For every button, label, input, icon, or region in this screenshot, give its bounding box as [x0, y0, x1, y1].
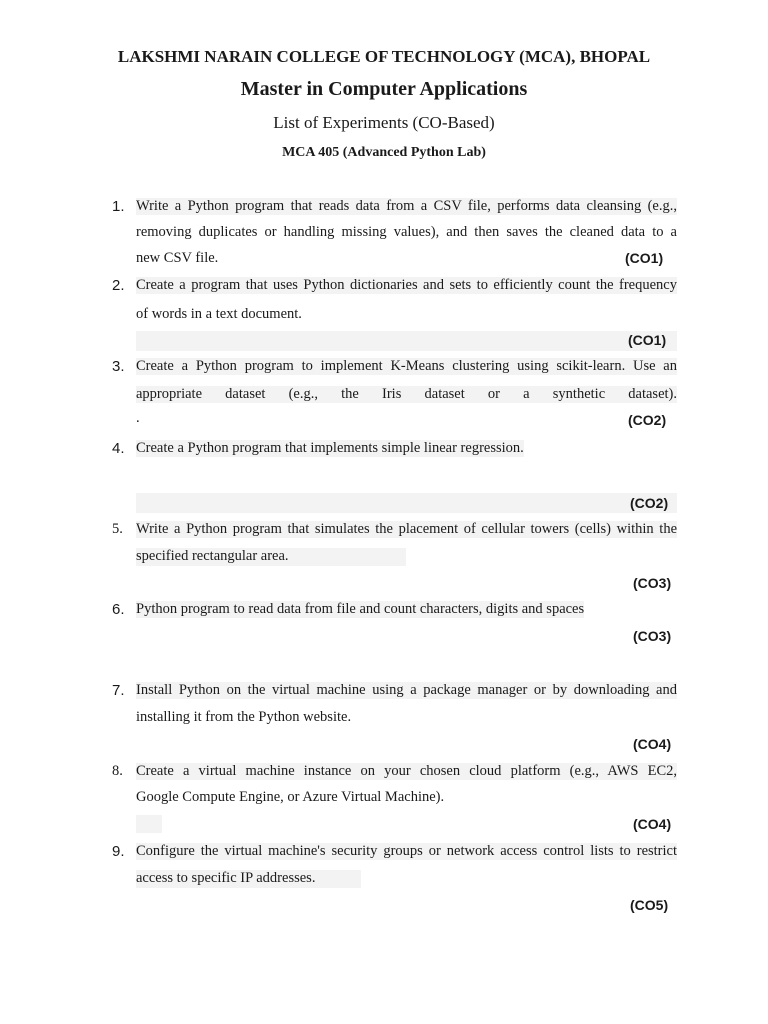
experiment-text-line: access to specific IP addresses.: [136, 870, 316, 886]
experiment-number: 8.: [112, 763, 123, 779]
experiment-text-line: Python program to read data from file and count characters, digits and spaces: [136, 601, 585, 617]
experiment-text-line: new CSV file.: [136, 250, 219, 266]
experiment-text-line: Write a Python program that reads data from a CSV file, performs data cleansing (e.g.,: [136, 198, 677, 214]
co-label: (CO5): [630, 897, 669, 913]
experiment-number: 5.: [112, 521, 123, 537]
experiment-text-line: appropriate dataset (e.g., the Iris dataset or a synthetic dataset).: [136, 386, 677, 402]
experiment-text-line: Create a Python program to implement K-Means clustering using scikit-learn. Use an: [136, 358, 677, 374]
experiment-text-line: Google Compute Engine, or Azure Virtual Machine).: [136, 789, 445, 805]
experiment-text-line: Configure the virtual machine's security groups or network access control lists to restrict: [136, 843, 677, 859]
highlight-band: [136, 331, 677, 351]
experiment-text-line: specified rectangular area.: [136, 548, 289, 564]
experiment-text-line: Install Python on the virtual machine using a package manager or by downloading and: [136, 682, 677, 698]
co-label: (CO3): [633, 575, 672, 591]
co-label: (CO1): [625, 250, 664, 266]
co-label: (CO2): [628, 412, 667, 428]
experiment-number: 6.: [112, 601, 125, 618]
experiment-number: 9.: [112, 843, 125, 860]
experiment-text-line: Write a Python program that simulates the placement of cellular towers (cells) within the: [136, 521, 677, 537]
experiment-text-line: of words in a text document.: [136, 306, 302, 322]
co-label: (CO4): [633, 736, 672, 752]
program-title: Master in Computer Applications: [240, 78, 528, 100]
experiment-text-line: .: [136, 410, 140, 426]
list-title: List of Experiments (CO-Based): [273, 113, 495, 132]
co-label: (CO4): [633, 816, 672, 832]
college-name: LAKSHMI NARAIN COLLEGE OF TECHNOLOGY (MCA), BHOPAL: [117, 47, 651, 66]
experiment-number: 3.: [112, 358, 125, 375]
experiment-number: 4.: [112, 440, 125, 457]
experiment-text-line: Create a program that uses Python dictionaries and sets to efficiently count the frequency: [136, 277, 677, 293]
co-label: (CO1): [628, 332, 667, 348]
experiment-text-line: Create a virtual machine instance on your chosen cloud platform (e.g., AWS EC2,: [136, 763, 677, 779]
experiment-text-line: removing duplicates or handling missing values), and then saves the cleaned data to a: [136, 224, 677, 240]
highlight-band: [136, 493, 677, 513]
course-title: MCA 405 (Advanced Python Lab): [282, 145, 486, 160]
highlight-band: [136, 815, 162, 833]
experiment-number: 2.: [112, 277, 125, 294]
experiment-number: 1.: [112, 198, 125, 215]
co-label: (CO3): [633, 628, 672, 644]
experiment-number: 7.: [112, 682, 125, 699]
co-label: (CO2): [630, 495, 669, 511]
experiment-text-line: installing it from the Python website.: [136, 709, 352, 725]
experiment-text-line: Create a Python program that implements simple linear regression.: [136, 440, 524, 456]
